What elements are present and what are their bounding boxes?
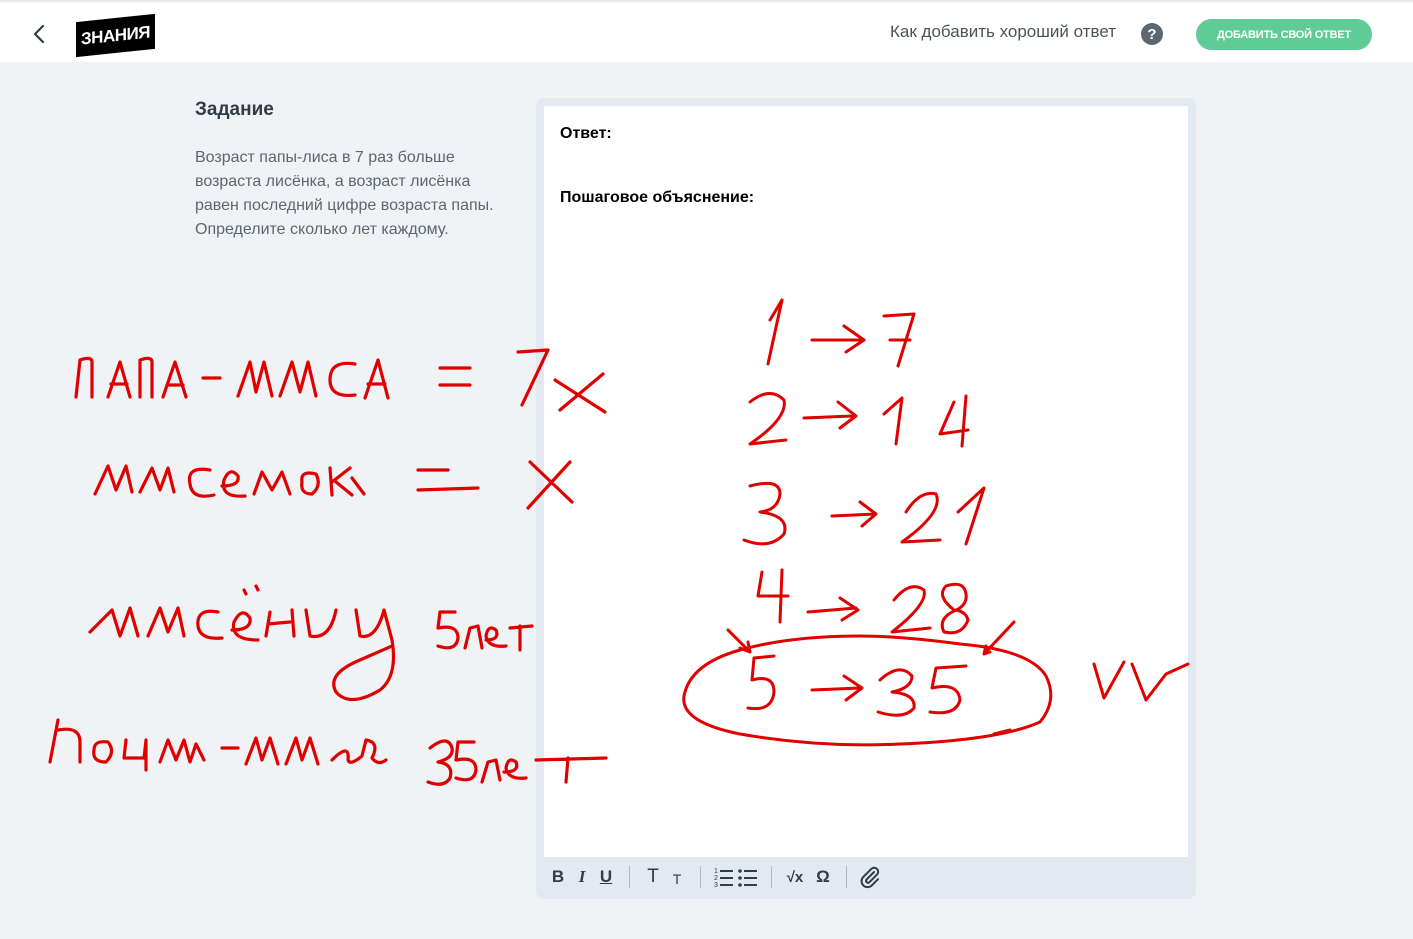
heading-small-button[interactable]: T	[672, 871, 682, 887]
special-symbol-button[interactable]: Ω	[816, 867, 830, 886]
question-mark-icon[interactable]: ?	[1141, 23, 1163, 45]
paperclip-icon[interactable]	[858, 864, 882, 890]
top-bar	[0, 0, 1413, 62]
bullet-list-icon[interactable]	[736, 864, 760, 890]
add-answer-button[interactable]: ДОБАВИТЬ СВОЙ ОТВЕТ	[1196, 19, 1372, 50]
bold-button[interactable]: B	[551, 867, 565, 886]
heading-large-button[interactable]: T	[647, 866, 659, 887]
toolbar-divider	[846, 866, 847, 888]
svg-text:3: 3	[714, 882, 718, 889]
svg-text:1: 1	[714, 868, 718, 875]
task-text: Возраст папы-лиса в 7 раз больше возраста лисёнка, а возраст лисёнка равен последний цифре возраста папы. Определите сколько лет каждому.	[195, 149, 494, 238]
answer-label: Ответ:	[560, 125, 612, 142]
explanation-label: Пошаговое объяснение:	[560, 189, 755, 206]
editor-toolbar	[544, 860, 1188, 894]
answer-text-area[interactable]	[544, 106, 1188, 857]
toolbar-divider	[700, 866, 701, 888]
znaniya-logo[interactable]	[76, 14, 155, 57]
toolbar-divider	[771, 866, 772, 888]
math-formula-button[interactable]: √x	[786, 868, 804, 886]
italic-button[interactable]: I	[578, 867, 586, 886]
back-arrow-icon[interactable]	[26, 20, 54, 48]
how-to-answer-link[interactable]: Как добавить хороший ответ	[890, 22, 1116, 41]
lisenku-5-let-line	[90, 586, 532, 700]
logo-text: ЗНАНИЯ	[81, 21, 150, 49]
papa-lisa-35-let-line	[50, 720, 606, 784]
toolbar-divider	[629, 866, 630, 888]
left-notes	[50, 350, 606, 784]
ordered-list-icon[interactable]	[712, 864, 736, 890]
underline-button[interactable]: U	[599, 867, 613, 886]
papa-lisa-7x-line	[76, 350, 605, 412]
task-heading: Задание	[195, 99, 274, 120]
svg-text:2: 2	[714, 875, 718, 882]
lisenok-x-line	[95, 462, 572, 508]
